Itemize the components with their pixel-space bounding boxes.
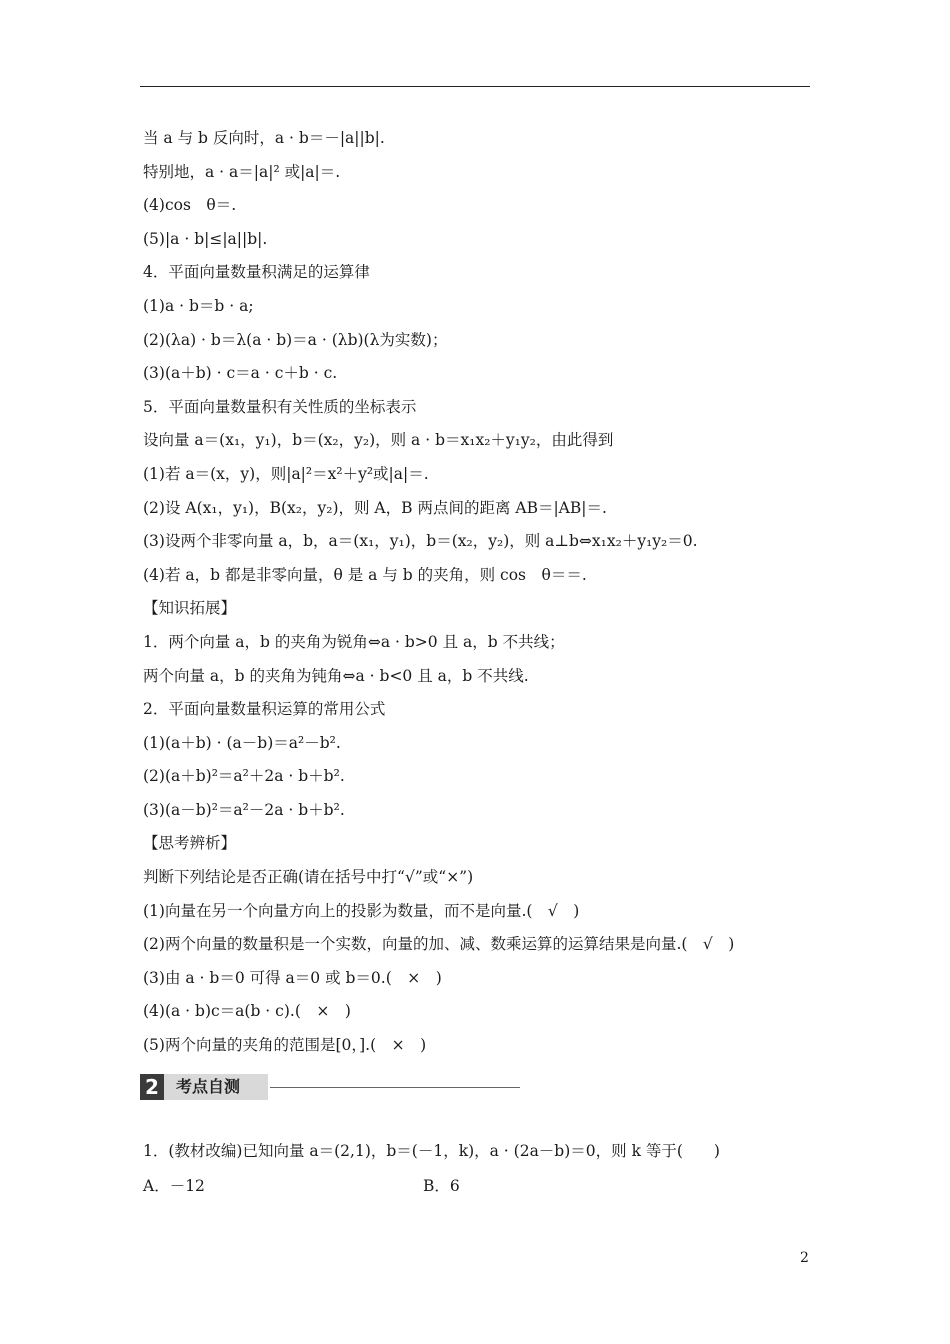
text-line: (3)(a－b)²＝a²－2a · b＋b². — [143, 800, 345, 819]
text-line: 5．平面向量数量积有关性质的坐标表示 — [143, 397, 417, 416]
text-line: (4)(a · b)c＝a(b · c).( × ) — [143, 1002, 351, 1021]
text-line: (3)设两个非零向量 a，b，a＝(x₁，y₁)，b＝(x₂，y₂)，则 a⊥b⇔x₁x₂＋y₁y₂＝0. — [143, 532, 698, 551]
text-line: (2)设 A(x₁，y₁)，B(x₂，y₂)，则 A，B 两点间的距离 AB＝|AB|＝. — [143, 498, 607, 517]
text-line: 判断下列结论是否正确(请在括号中打“√”或“×”) — [143, 868, 474, 887]
question-stem: 1．(教材改编)已知向量 a＝(2,1)，b＝(－1，k)，a · (2a－b)＝0，则 k 等于( ) — [143, 1142, 720, 1160]
text-line: (4)若 a，b 都是非零向量，θ 是 a 与 b 的夹角，则 cos θ＝＝. — [143, 565, 587, 584]
text-line: (1)若 a＝(x，y)，则|a|²＝x²＋y²或|a|＝. — [143, 464, 429, 483]
text-line: (5)|a · b|≤|a||b|. — [143, 229, 268, 248]
section-number: 2 — [140, 1074, 164, 1100]
text-line: (3)由 a · b＝0 可得 a＝0 或 b＝0.( × ) — [143, 968, 442, 987]
text-line: 特别地，a · a＝|a|² 或|a|＝. — [143, 162, 341, 181]
option-b: B．6 — [423, 1177, 460, 1195]
section-title: 考点自测 — [176, 1077, 241, 1096]
text-line: 【思考辨析】 — [143, 834, 237, 853]
text-line: (1)向量在另一个向量方向上的投影为数量，而不是向量.( √ ) — [143, 901, 580, 920]
text-line: (1)a · b＝b · a; — [143, 296, 254, 315]
text-line: (3)(a＋b) · c＝a · c＋b · c. — [143, 364, 338, 383]
text-line: 两个向量 a，b 的夹角为钝角⇔a · b<0 且 a，b 不共线. — [143, 666, 529, 685]
section-divider — [270, 1087, 520, 1088]
text-line: 4．平面向量数量积满足的运算律 — [143, 263, 370, 282]
text-line: (4)cos θ＝. — [143, 196, 237, 215]
text-line: 【知识拓展】 — [143, 599, 237, 618]
text-line: 2．平面向量数量积运算的常用公式 — [143, 700, 386, 719]
text-line: 当 a 与 b 反向时，a · b＝－|a||b|. — [143, 129, 385, 147]
text-body — [143, 122, 823, 1063]
text-line: 设向量 a＝(x₁，y₁)，b＝(x₂，y₂)，则 a · b＝x₁x₂＋y₁y₂，由此得到 — [143, 431, 614, 450]
header-rule — [140, 86, 810, 87]
option-a: A．－12 — [143, 1177, 205, 1195]
text-line: (1)(a＋b) · (a－b)＝a²－b². — [143, 733, 341, 752]
text-line: (2)(λa) · b＝λ(a · b)＝a · (λb)(λ为实数)； — [143, 330, 448, 349]
text-line: (5)两个向量的夹角的范围是[0，].( × ) — [143, 1036, 427, 1055]
text-line: 1．两个向量 a，b 的夹角为锐角⇔a · b>0 且 a，b 不共线； — [143, 632, 565, 651]
text-line: (2)两个向量的数量积是一个实数，向量的加、减、数乘运算的运算结果是向量.( √ ) — [143, 935, 735, 954]
text-line: (2)(a＋b)²＝a²＋2a · b＋b². — [143, 767, 345, 786]
page-number: 2 — [800, 1250, 809, 1266]
section-header — [140, 1072, 540, 1102]
